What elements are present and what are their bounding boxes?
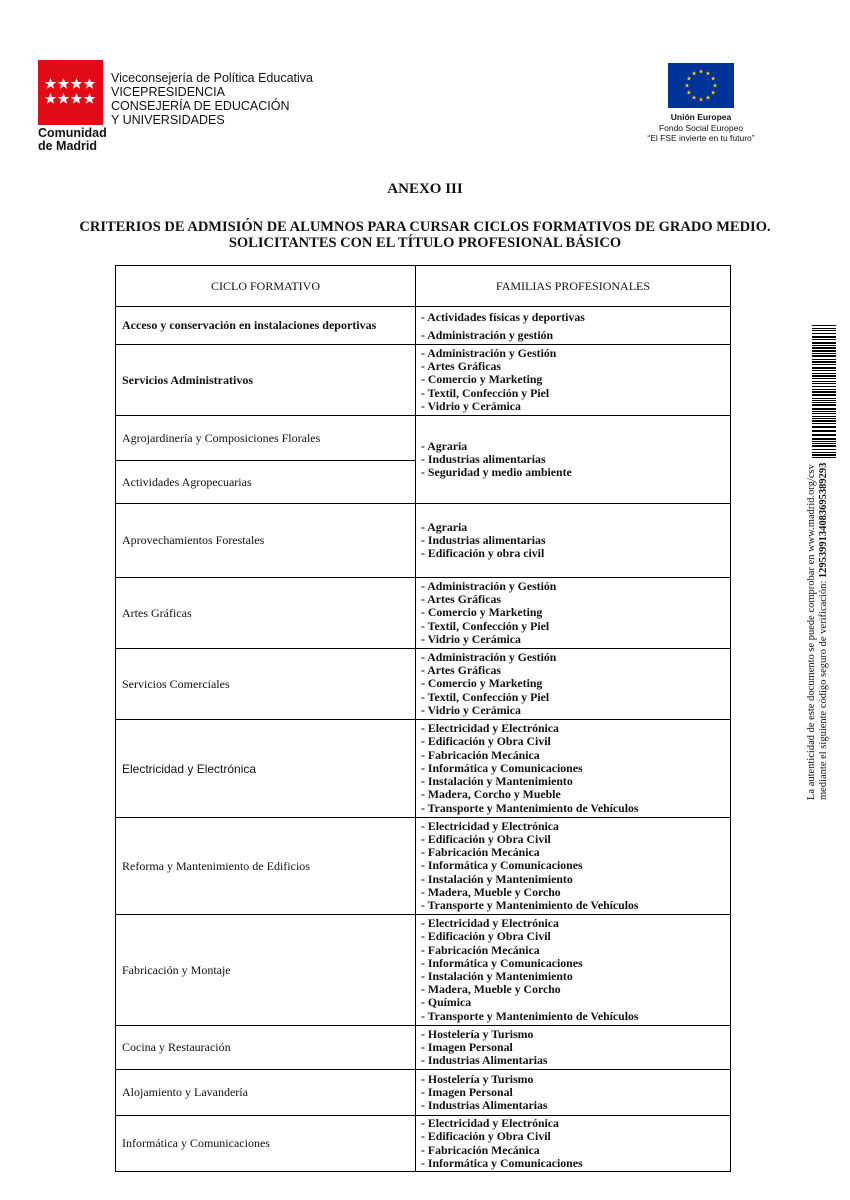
familias-cell bbox=[416, 345, 731, 416]
document-title bbox=[60, 219, 790, 251]
familia-item: - Edificación y Obra Civil bbox=[421, 833, 730, 846]
ciclo-cell: Fabricación y Montaje bbox=[116, 915, 416, 1026]
familia-item: - Informática y Comunicaciones bbox=[421, 957, 730, 970]
familia-item: - Agraria bbox=[421, 440, 730, 453]
verification-line-1: La autenticidad de este documento se puede comprobar en www.madrid.org/csv bbox=[806, 464, 817, 800]
familia-item: - Textil, Confección y Piel bbox=[421, 620, 730, 633]
familias-cell bbox=[416, 1026, 731, 1070]
table-row bbox=[116, 649, 731, 720]
familia-item: - Administración y Gestión bbox=[421, 651, 730, 664]
familia-item: - Actividades físicas y deportivas bbox=[421, 308, 730, 326]
table-row bbox=[116, 345, 731, 416]
eu-caption-line-1: Unión Europea bbox=[670, 112, 732, 122]
brand-line-1: Comunidad bbox=[38, 126, 107, 140]
comunidad-madrid-logo bbox=[38, 60, 103, 125]
ciclo-cell: Electricidad y Electrónica bbox=[116, 720, 416, 818]
familia-item: - Industrias Alimentarias bbox=[421, 1054, 730, 1067]
familia-item: - Informática y Comunicaciones bbox=[421, 859, 730, 872]
familia-item: - Fabricación Mecánica bbox=[421, 846, 730, 859]
familia-item: - Hostelería y Turismo bbox=[421, 1073, 730, 1086]
familia-item: - Vidrio y Cerámica bbox=[421, 704, 730, 717]
familia-item: - Electricidad y Electrónica bbox=[421, 917, 730, 930]
familia-item: - Transporte y Mantenimiento de Vehículos bbox=[421, 802, 730, 815]
ciclo-cell: Agrojardinería y Composiciones Florales bbox=[116, 416, 416, 461]
ciclo-cell: Reforma y Mantenimiento de Edificios bbox=[116, 818, 416, 915]
familia-item: - Artes Gráficas bbox=[421, 360, 730, 373]
column-header-familias: FAMILIAS PROFESIONALES bbox=[416, 266, 731, 307]
title-line-2: SOLICITANTES CON EL TÍTULO PROFESIONAL BÁSICO bbox=[228, 235, 622, 251]
ciclo-cell: Actividades Agropecuarias bbox=[116, 461, 416, 504]
familia-item: - Comercio y Marketing bbox=[421, 373, 730, 386]
table-header-row bbox=[116, 266, 731, 307]
familia-item: - Electricidad y Electrónica bbox=[421, 1117, 730, 1130]
familia-item: - Comercio y Marketing bbox=[421, 606, 730, 619]
admission-table bbox=[115, 265, 731, 1172]
familia-item: - Industrias Alimentarias bbox=[421, 1099, 730, 1112]
familia-item: - Informática y Comunicaciones bbox=[421, 762, 730, 775]
table-row bbox=[116, 915, 731, 1026]
familia-item: - Industrias alimentarias bbox=[421, 453, 730, 466]
institution-line: Y UNIVERSIDADES bbox=[111, 113, 225, 127]
familia-item: - Edificación y Obra Civil bbox=[421, 1130, 730, 1143]
familias-cell bbox=[416, 416, 731, 504]
familias-cell bbox=[416, 504, 731, 578]
familia-item: - Instalación y Mantenimiento bbox=[421, 873, 730, 886]
familias-cell bbox=[416, 307, 731, 345]
title-line-1: CRITERIOS DE ADMISIÓN DE ALUMNOS PARA CURSAR CICLOS FORMATIVOS DE GRADO MEDIO. bbox=[79, 219, 771, 235]
ciclo-cell: Servicios Administrativos bbox=[116, 345, 416, 416]
annex-heading: ANEXO III bbox=[387, 181, 463, 197]
familia-item: - Seguridad y medio ambiente bbox=[421, 466, 730, 479]
familia-item: - Textil, Confección y Piel bbox=[421, 387, 730, 400]
table-row bbox=[116, 1026, 731, 1070]
familia-item: - Instalación y Mantenimiento bbox=[421, 970, 730, 983]
verification-text bbox=[806, 420, 846, 800]
familias-cell bbox=[416, 1070, 731, 1116]
familia-item: - Edificación y obra civil bbox=[421, 547, 730, 560]
stars-icon bbox=[38, 60, 103, 125]
familia-item: - Comercio y Marketing bbox=[421, 677, 730, 690]
familias-cell bbox=[416, 915, 731, 1026]
column-header-ciclo: CICLO FORMATIVO bbox=[116, 266, 416, 307]
familia-item: - Administración y Gestión bbox=[421, 580, 730, 593]
comunidad-madrid-wordmark bbox=[38, 127, 107, 153]
table-row bbox=[116, 1116, 731, 1172]
ciclo-cell: Artes Gráficas bbox=[116, 578, 416, 649]
familia-item: - Textil, Confección y Piel bbox=[421, 691, 730, 704]
familia-item: - Fabricación Mecánica bbox=[421, 944, 730, 957]
familia-item: - Agraria bbox=[421, 521, 730, 534]
table-row bbox=[116, 307, 731, 345]
table-row bbox=[116, 504, 731, 578]
table-row bbox=[116, 578, 731, 649]
eu-flag-icon bbox=[668, 63, 734, 108]
verification-line-2: mediante el siguiente código seguro de verificación: bbox=[818, 580, 829, 800]
familias-cell bbox=[416, 720, 731, 818]
table-row bbox=[116, 1070, 731, 1116]
familia-item: - Fabricación Mecánica bbox=[421, 1144, 730, 1157]
familia-item: - Imagen Personal bbox=[421, 1041, 730, 1054]
familia-item: - Edificación y Obra Civil bbox=[421, 930, 730, 943]
familia-item: - Artes Gráficas bbox=[421, 664, 730, 677]
institution-line: Viceconsejería de Política Educativa bbox=[111, 71, 313, 85]
familia-item: - Fabricación Mecánica bbox=[421, 749, 730, 762]
familia-item: - Madera, Mueble y Corcho bbox=[421, 886, 730, 899]
table-row bbox=[116, 416, 731, 461]
institution-block bbox=[111, 71, 313, 127]
familia-item: - Artes Gráficas bbox=[421, 593, 730, 606]
familias-cell bbox=[416, 649, 731, 720]
institution-line: CONSEJERÍA DE EDUCACIÓN bbox=[111, 99, 290, 113]
familias-cell bbox=[416, 818, 731, 915]
familia-item: - Electricidad y Electrónica bbox=[421, 722, 730, 735]
familia-item: - Administración y Gestión bbox=[421, 347, 730, 360]
familia-item: - Transporte y Mantenimiento de Vehículos bbox=[421, 1010, 730, 1023]
familia-item: - Imagen Personal bbox=[421, 1086, 730, 1099]
eu-caption-line-3: “El FSE invierte en tu futuro” bbox=[647, 133, 755, 143]
brand-line-2: de Madrid bbox=[38, 139, 98, 153]
eu-caption bbox=[620, 112, 782, 144]
ciclo-cell: Acceso y conservación en instalaciones deportivas bbox=[116, 307, 416, 345]
familia-item: - Edificación y Obra Civil bbox=[421, 735, 730, 748]
familia-item: - Madera, Mueble y Corcho bbox=[421, 983, 730, 996]
familia-item: - Vidrio y Cerámica bbox=[421, 633, 730, 646]
familia-item: - Transporte y Mantenimiento de Vehículos bbox=[421, 899, 730, 912]
familia-item: - Madera, Corcho y Mueble bbox=[421, 788, 730, 801]
ciclo-cell: Alojamiento y Lavandería bbox=[116, 1070, 416, 1116]
ciclo-cell: Cocina y Restauración bbox=[116, 1026, 416, 1070]
verification-code: 1295399134083695389293 bbox=[818, 462, 829, 579]
ciclo-cell: Aprovechamientos Forestales bbox=[116, 504, 416, 578]
ciclo-cell: Informática y Comunicaciones bbox=[116, 1116, 416, 1172]
familias-cell bbox=[416, 578, 731, 649]
familia-item: - Electricidad y Electrónica bbox=[421, 820, 730, 833]
familia-item: - Química bbox=[421, 996, 730, 1009]
familia-item: - Instalación y Mantenimiento bbox=[421, 775, 730, 788]
familia-item: - Hostelería y Turismo bbox=[421, 1028, 730, 1041]
familia-item: - Vidrio y Cerámica bbox=[421, 400, 730, 413]
institution-line: VICEPRESIDENCIA bbox=[111, 85, 225, 99]
familia-item: - Informática y Comunicaciones bbox=[421, 1157, 730, 1170]
ciclo-cell: Servicios Comerciales bbox=[116, 649, 416, 720]
eu-caption-line-2: Fondo Social Europeo bbox=[658, 122, 744, 133]
table-row bbox=[116, 818, 731, 915]
table-row bbox=[116, 720, 731, 818]
familias-cell bbox=[416, 1116, 731, 1172]
familia-item: - Administración y gestión bbox=[421, 326, 730, 344]
familia-item: - Industrias alimentarias bbox=[421, 534, 730, 547]
